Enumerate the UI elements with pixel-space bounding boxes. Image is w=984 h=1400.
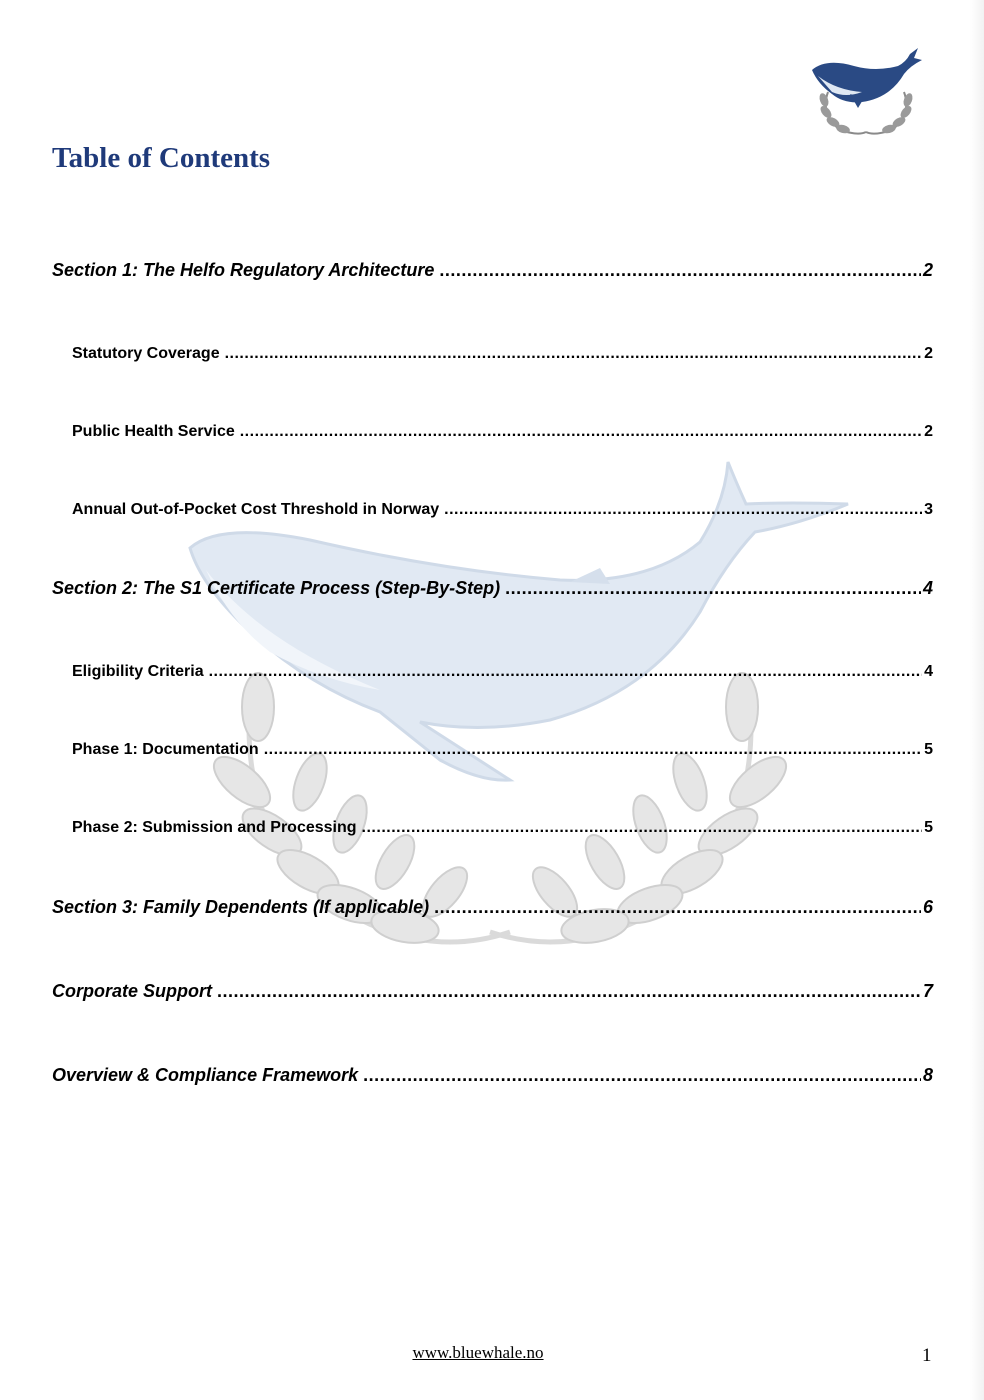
toc-entry-section-1[interactable]: [52, 260, 933, 281]
toc-dot-leader: [209, 663, 923, 681]
toc-entry-label: Phase 2: Submission and Processing: [72, 819, 357, 836]
toc-entry-page: 2: [922, 260, 933, 280]
toc-entry-page: 8: [922, 1065, 933, 1085]
toc-entry-public-health-service[interactable]: [72, 423, 933, 441]
toc-entry-overview-compliance[interactable]: [52, 1065, 933, 1086]
toc-entry-page: 5: [924, 741, 933, 758]
toc-entry-label: Section 2: The S1 Certificate Process (Step-By-Step): [52, 578, 501, 598]
toc-entry-section-2[interactable]: [52, 578, 933, 599]
toc-entry-page: 2: [924, 423, 933, 440]
toc-entry-label: Eligibility Criteria: [72, 663, 204, 680]
page-edge-shadow: [970, 0, 984, 1400]
toc-dot-leader: [505, 578, 921, 599]
toc-dot-leader: [434, 897, 921, 918]
footer-page-number: 1: [922, 1345, 932, 1366]
toc-entry-cost-threshold[interactable]: [72, 501, 933, 519]
toc-entry-label: Annual Out-of-Pocket Cost Threshold in Norway: [72, 501, 440, 518]
toc-entry-label: Corporate Support: [52, 981, 212, 1001]
toc-dot-leader: [217, 981, 921, 1002]
toc-entry-label: Phase 1: Documentation: [72, 741, 259, 758]
toc-entry-corporate-support[interactable]: [52, 981, 933, 1002]
toc-entry-page: 2: [924, 345, 933, 362]
toc-dot-leader: [444, 501, 922, 519]
toc-entry-statutory-coverage[interactable]: [72, 345, 933, 363]
toc-entry-section-3[interactable]: [52, 897, 933, 918]
toc-dot-leader: [363, 1065, 921, 1086]
toc-dot-leader: [264, 741, 922, 759]
toc-entry-page: 4: [922, 578, 933, 598]
toc-entry-label: Statutory Coverage: [72, 345, 220, 362]
toc-entry-page: 6: [922, 897, 933, 917]
toc-dot-leader: [439, 260, 921, 281]
toc-entry-page: 3: [924, 501, 933, 518]
blue-whale-logo-icon: [806, 44, 926, 140]
toc-entry-label: Section 3: Family Dependents (If applicable): [52, 897, 430, 917]
toc-entry-page: 5: [924, 819, 933, 836]
page-title: Table of Contents: [52, 142, 271, 174]
toc-entry-label: Public Health Service: [72, 423, 235, 440]
toc-dot-leader: [225, 345, 923, 363]
toc-dot-leader: [362, 819, 923, 837]
toc-dot-leader: [240, 423, 922, 441]
toc-entry-page: 7: [922, 981, 933, 1001]
toc-entry-label: Overview & Compliance Framework: [52, 1065, 359, 1085]
toc-entry-phase-2[interactable]: [72, 819, 933, 837]
footer-website-link[interactable]: www.bluewhale.no: [412, 1343, 544, 1362]
toc-entry-label: Section 1: The Helfo Regulatory Architecture: [52, 260, 435, 280]
toc-entry-phase-1[interactable]: [72, 741, 933, 759]
toc-entry-eligibility-criteria[interactable]: [72, 663, 933, 681]
toc-entry-page: 4: [924, 663, 933, 680]
